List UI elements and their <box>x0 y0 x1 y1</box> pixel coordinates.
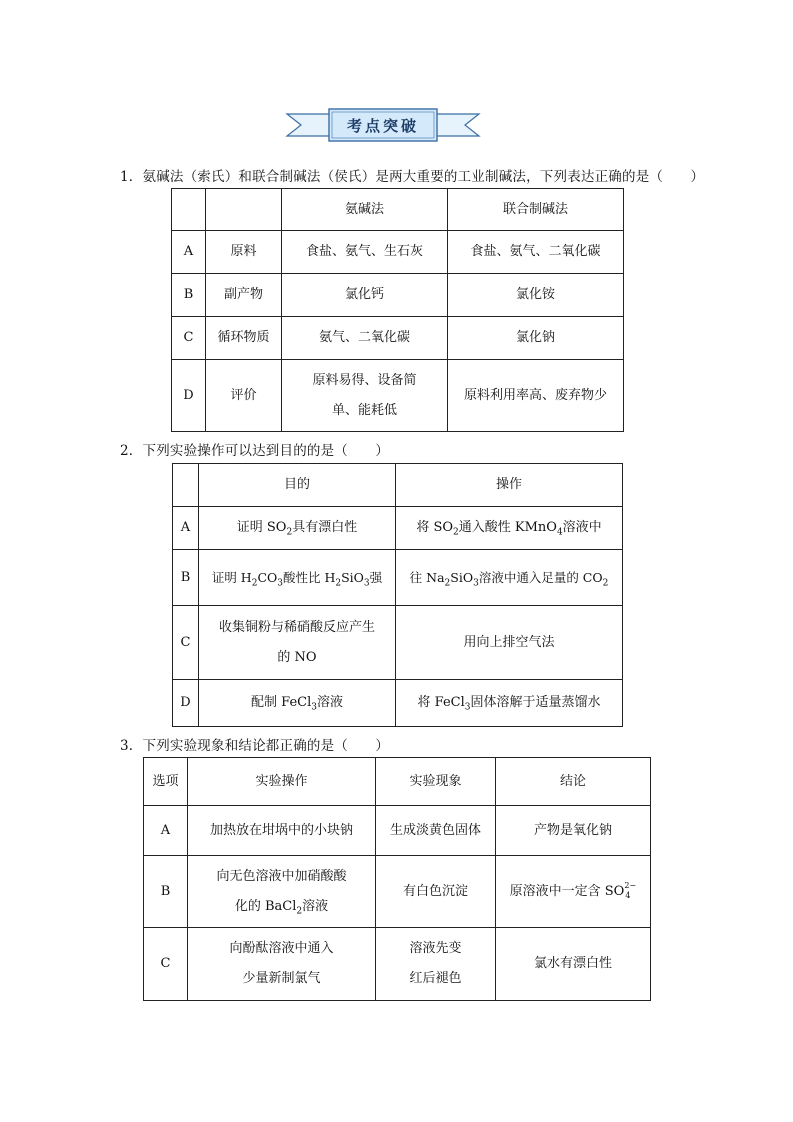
table-cell: C <box>172 317 206 360</box>
text: 证明 SO <box>236 520 287 535</box>
text: 酸性比 H <box>282 569 336 585</box>
table-cell: 原料利用率高、废弃物少 <box>448 360 624 432</box>
table-header-cell: 氨碱法 <box>282 189 448 231</box>
text: 固体溶解于适量蒸馏水 <box>470 695 601 710</box>
table-row <box>144 856 651 928</box>
table-row <box>144 758 651 806</box>
table-row <box>173 507 623 550</box>
table-cell <box>172 189 206 231</box>
table-cell: D <box>172 360 206 432</box>
cell-line: 的 NO <box>277 649 317 665</box>
table-cell: 副产物 <box>206 274 282 317</box>
table-cell <box>199 606 396 680</box>
table-cell: 食盐、氨气、二氧化碳 <box>448 231 624 274</box>
cell-line: 少量新制氯气 <box>242 971 321 986</box>
subscript: 2 <box>602 578 609 588</box>
subscript: 4 <box>556 527 563 538</box>
table-cell: B <box>173 550 199 606</box>
table-row <box>172 189 624 231</box>
text: 通入酸性 KMnO <box>458 520 557 535</box>
table-cell: 氯化钙 <box>282 274 448 317</box>
table-row <box>144 806 651 856</box>
cell-line: 溶液先变 <box>409 941 462 956</box>
table-cell: D <box>173 680 199 727</box>
table-cell: 氨气、二氧化碳 <box>282 317 448 360</box>
subscript: 2 <box>444 578 451 588</box>
table-cell <box>199 550 396 606</box>
table-cell: A <box>173 507 199 550</box>
table-cell: 氯水有漂白性 <box>496 928 651 1001</box>
subscript: 2 <box>286 527 293 538</box>
table-cell: C <box>144 928 188 1001</box>
table-cell <box>376 928 496 1001</box>
table-row <box>172 360 624 432</box>
text: 证明 H <box>211 569 252 585</box>
text: 将 FeCl <box>417 695 465 710</box>
table-row <box>172 317 624 360</box>
table-header-cell: 结论 <box>496 758 651 806</box>
banner-right-ribbon <box>433 114 479 136</box>
table-cell <box>396 550 623 606</box>
table-header-cell: 实验现象 <box>376 758 496 806</box>
text: 将 SO <box>416 520 454 535</box>
text: 强 <box>369 569 383 585</box>
table-cell: 评价 <box>206 360 282 432</box>
text: 化的 BaCl <box>234 898 297 914</box>
cell-line: 单、能耗低 <box>331 402 397 418</box>
ion-charge: 2− 4 <box>624 881 637 900</box>
subscript: 3 <box>363 578 370 588</box>
table-cell: 氯化铵 <box>448 274 624 317</box>
banner-title: 考点突破 <box>346 117 420 135</box>
banner-left-ribbon <box>287 114 333 136</box>
table-cell: 循环物质 <box>206 317 282 360</box>
question-2-table <box>172 463 623 727</box>
table-cell: B <box>172 274 206 317</box>
table-cell: 有白色沉淀 <box>376 856 496 928</box>
cell-line: 收集铜粉与稀硝酸反应产生 <box>218 619 375 635</box>
subscript: 3 <box>277 578 283 588</box>
table-cell <box>496 856 651 928</box>
table-cell: 生成淡黄色固体 <box>376 806 496 856</box>
table-cell: 原料 <box>206 231 282 274</box>
question-1-table <box>171 188 624 432</box>
text: 配制 FeCl <box>251 695 312 710</box>
table-row <box>144 928 651 1001</box>
table-row <box>173 550 623 606</box>
table-row <box>173 464 623 507</box>
table-cell <box>396 680 623 727</box>
table-cell: 食盐、氨气、生石灰 <box>282 231 448 274</box>
subscript: 2 <box>453 527 459 538</box>
cell-line: 向酚酞溶液中通入 <box>229 941 334 956</box>
text: 原溶液中一定含 SO <box>509 883 625 899</box>
section-banner <box>285 106 481 144</box>
question-3-title: 3．下列实验现象和结论都正确的是（ ） <box>120 738 390 754</box>
table-cell: A <box>144 806 188 856</box>
text: 具有漂白性 <box>292 520 358 535</box>
cell-line: 原料易得、设备简 <box>312 372 417 388</box>
subscript: 3 <box>311 702 317 713</box>
table-header-cell: 实验操作 <box>188 758 376 806</box>
table-row <box>172 231 624 274</box>
table-cell <box>188 856 376 928</box>
table-cell: 用向上排空气法 <box>396 606 623 680</box>
text: CO <box>257 569 278 585</box>
table-cell <box>199 680 396 727</box>
table-header-cell: 选项 <box>144 758 188 806</box>
question-3-table <box>143 757 651 1001</box>
table-cell: 加热放在坩埚中的小块钠 <box>188 806 376 856</box>
table-cell <box>173 464 199 507</box>
question-1-title: 1．氨碱法（索氏）和联合制碱法（侯氏）是两大重要的工业制碱法，下列表达正确的是（ ） <box>120 169 705 185</box>
cell-line: 向无色溶液中加硝酸酸 <box>216 868 347 884</box>
subscript: 2 <box>251 578 258 588</box>
text: 溶液中 <box>562 520 602 535</box>
question-2-title: 2．下列实验操作可以达到目的的是（ ） <box>120 443 390 459</box>
text: SiO <box>450 569 474 585</box>
table-row <box>173 680 623 727</box>
subscript: 2 <box>335 578 342 588</box>
table-cell: A <box>172 231 206 274</box>
subscript: 3 <box>464 702 471 713</box>
table-cell <box>199 507 396 550</box>
table-cell: 氯化钠 <box>448 317 624 360</box>
table-header-cell: 操作 <box>396 464 623 507</box>
table-cell <box>206 189 282 231</box>
table-cell: C <box>173 606 199 680</box>
table-row <box>173 606 623 680</box>
table-cell <box>188 928 376 1001</box>
text: 往 Na <box>409 569 445 585</box>
text: 溶液 <box>316 695 343 710</box>
subscript: 2 <box>296 906 303 917</box>
table-header-cell: 目的 <box>199 464 396 507</box>
table-cell: B <box>144 856 188 928</box>
table-header-cell: 联合制碱法 <box>448 189 624 231</box>
text: 溶液中通入足量的 CO <box>478 569 603 585</box>
text: SiO <box>341 569 364 585</box>
table-cell <box>396 507 623 550</box>
table-cell <box>282 360 448 432</box>
table-row <box>172 274 624 317</box>
table-cell: 产物是氧化钠 <box>496 806 651 856</box>
text: 溶液 <box>302 898 329 914</box>
cell-line: 红后褪色 <box>409 971 462 986</box>
subscript: 3 <box>473 578 479 588</box>
